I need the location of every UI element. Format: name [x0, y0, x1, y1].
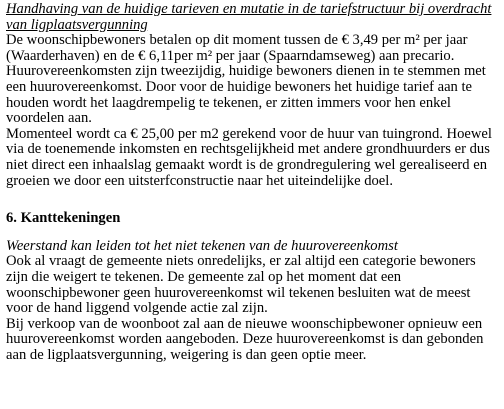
section-title-line-2: van ligplaatsvergunning	[6, 16, 148, 33]
paragraph-line: (Waarderhaven) en de € 6,11per m² per jaar (Spaarndamseweg) aan precario.	[6, 47, 455, 64]
paragraph-line: zijn die weigert te tekenen. De gemeente zal op het moment dat een	[6, 268, 402, 285]
paragraph-line: voordelen aan.	[6, 110, 92, 127]
paragraph-line: Momenteel wordt ca € 25,00 per m2 gerekend voor de huur van tuingrond. Hoewel	[6, 125, 492, 142]
paragraph-line: Bij verkoop van de woonboot zal aan de nieuwe woonschipbewoner opnieuw een	[6, 315, 483, 332]
paragraph-line: een huurovereenkomst. Door voor de huidige bewoners het huidige tarief aan te	[6, 78, 473, 95]
paragraph-line: Huurovereenkomsten zijn tweezijdig, huidige bewoners dienen in te stemmen met	[6, 63, 486, 80]
paragraph-line: woonschipbewoner geen huurovereenkomst wil tekenen besluiten wat de meest	[6, 284, 471, 301]
paragraph-line: voor de hand liggend volgende actie zal zijn.	[6, 300, 268, 317]
paragraph-line: houden wordt het laagdrempelig te tekenen, er zitten immers voor hen enkel	[6, 94, 451, 111]
section-subtitle: Weerstand kan leiden tot het niet tekenen van de huurovereenkomst	[6, 237, 398, 254]
paragraph-line: via de toenemende inkomsten en rechtsgelijkheid met andere grondhuurders er dus	[6, 141, 490, 158]
paragraph-line: De woonschipbewoners betalen op dit moment tussen de € 3,49 per m² per jaar	[6, 32, 468, 49]
paragraph-line: huurovereenkomst worden aangeboden. Deze huurovereenkomst is dan gebonden	[6, 331, 484, 348]
document-page	[6, 2, 502, 363]
paragraph-line: niet direct een inhaalslag gemaakt wordt is de grondregulering wel gerealiseerd en	[6, 156, 487, 173]
section-kanttekeningen	[6, 211, 502, 363]
paragraph-line: aan de ligplaatsvergunning, weigering is dan geen optie meer.	[6, 346, 367, 363]
section-heading: 6. Kanttekeningen	[6, 210, 121, 227]
paragraph-line: Ook al vraagt de gemeente niets onredelijks, er zal altijd een categorie bewoners	[6, 253, 476, 270]
paragraph-line: groeien we door een uitsterfconstructie naar het uiteindelijke doel.	[6, 172, 393, 189]
section-title-line-1: Handhaving van de huidige tarieven en mutatie in de tariefstructuur bij overdracht	[6, 1, 492, 17]
section-handhaving	[6, 2, 502, 189]
